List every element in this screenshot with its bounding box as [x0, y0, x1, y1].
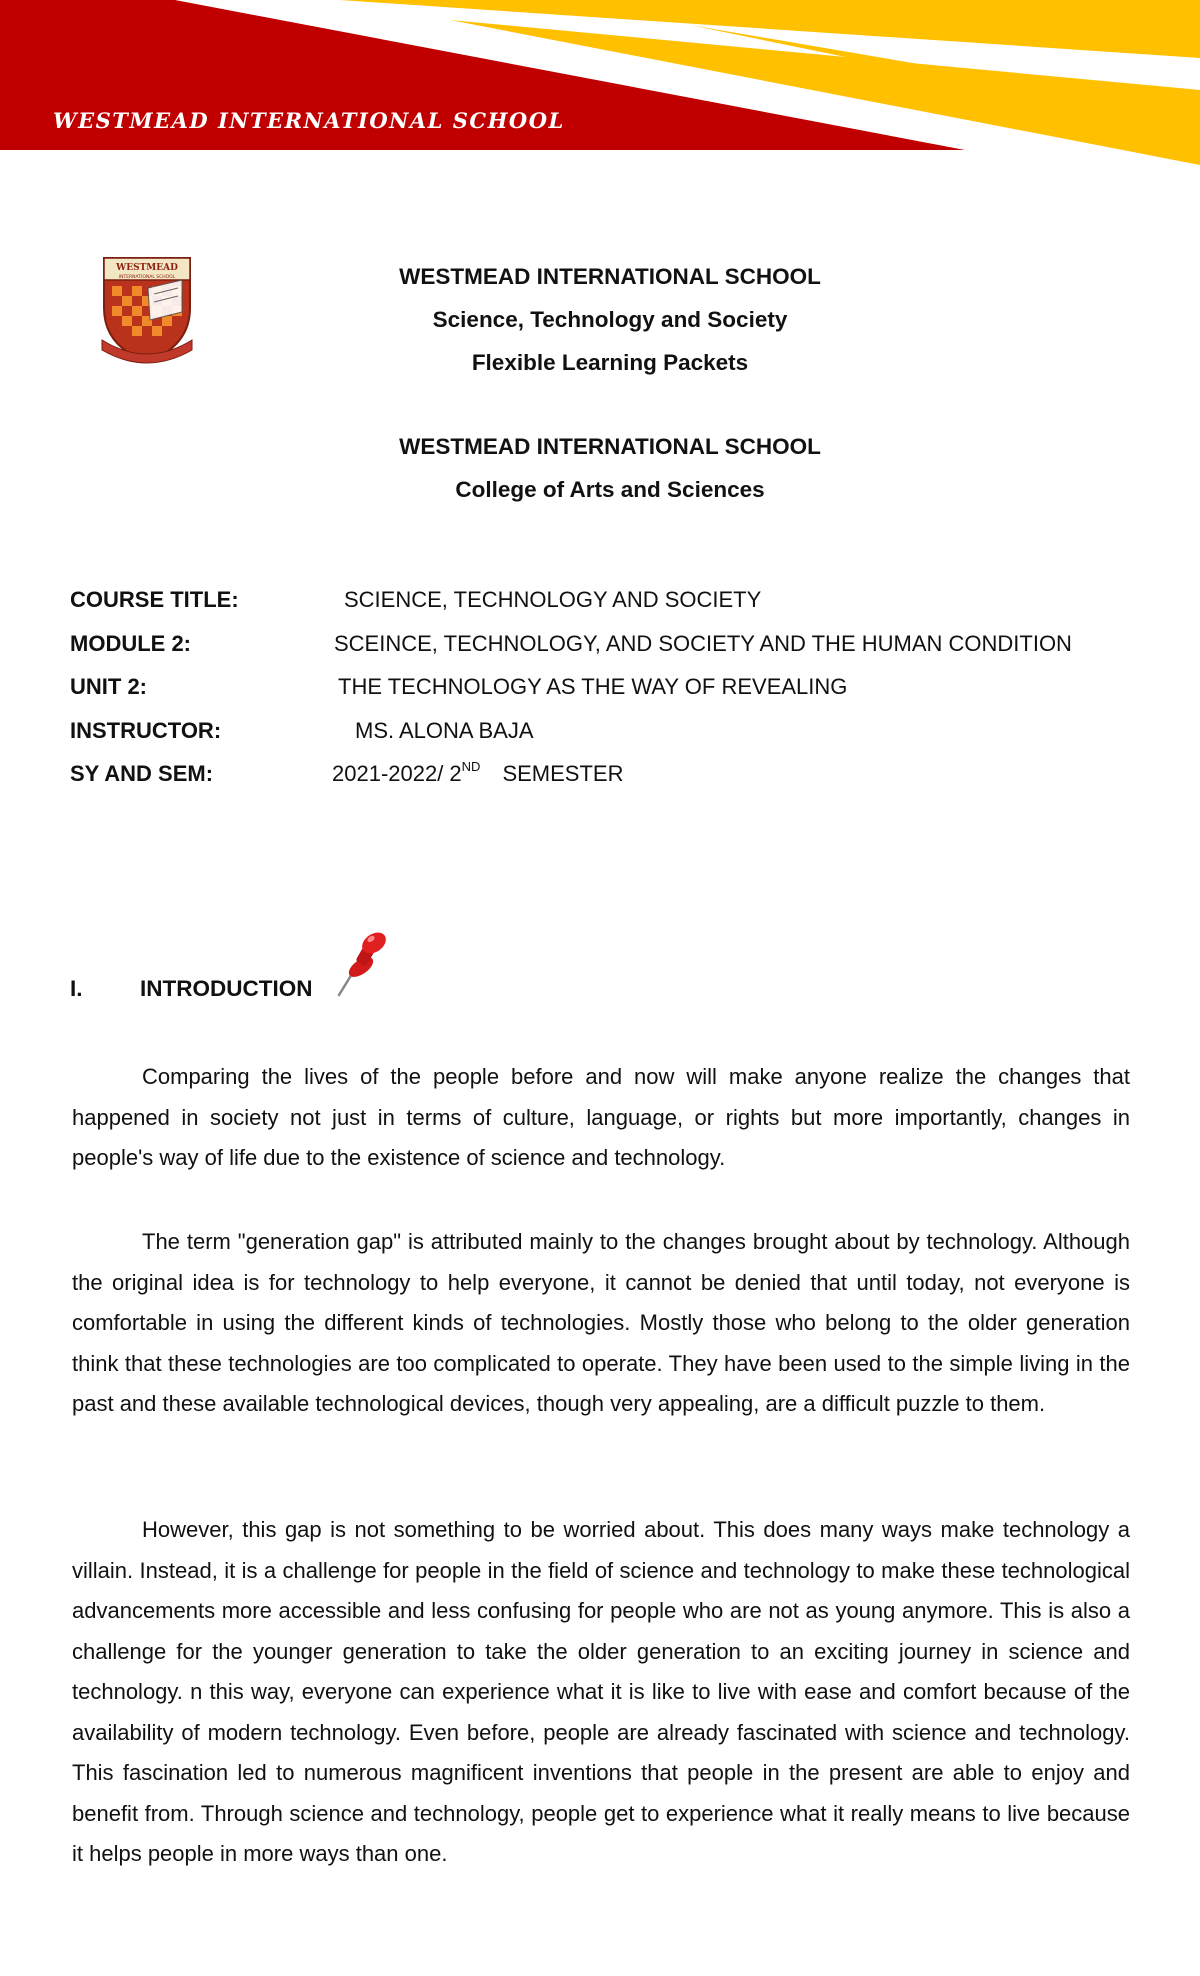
course-title-label: COURSE TITLE: — [70, 587, 239, 612]
instructor-value: MS. ALONA BAJA — [355, 717, 534, 743]
sy-ordinal: ND — [461, 759, 481, 774]
header-course-name: Science, Technology and Society — [432, 307, 788, 332]
section-number: I. — [70, 976, 83, 1001]
pushpin-icon — [325, 925, 395, 1003]
document-header — [0, 255, 1200, 384]
section-heading — [70, 976, 313, 1002]
header-banner — [0, 0, 1200, 170]
unit-label: UNIT 2: — [70, 674, 147, 699]
unit-value: THE TECHNOLOGY AS THE WAY OF REVEALING — [338, 674, 848, 699]
sy-sem-label: SY AND SEM: — [70, 761, 214, 786]
header-college-name: College of Arts and Sciences — [455, 477, 765, 502]
intro-paragraph-1: Comparing the lives of the people before and now will make anyone realize the changes that happened in society not just in terms of culture, language, or rights but more importantly, changes in people's way of life due to the existence of science and technology. — [72, 1064, 1130, 1170]
college-header — [0, 425, 1200, 511]
section-title: INTRODUCTION — [140, 976, 313, 1001]
banner-school-name: WESTMEAD INTERNATIONAL SCHOOL — [53, 108, 565, 133]
intro-paragraph-3: However, this gap is not something to be worried about. This does many ways make technology a villain. Instead, it is a challenge for people in the field of science and technology to make these technological advancements more accessible and less confusing for people who are not as young anymore. This is also a challenge for the younger generation to take the older generation to an exciting journey in science and technology. n this way, everyone can experience what it is like to live with ease and comfort because of the availability of modern technology. Even before, people are already fascinated with science and technology. This fascination led to numerous magnificent inventions that people in the present are able to enjoy and benefit from. Through science and technology, people get to experience what it really means to live because it helps people in more ways than one. — [72, 1517, 1130, 1866]
header-school-name-2: WESTMEAD INTERNATIONAL SCHOOL — [399, 434, 821, 459]
banner-graphic — [0, 0, 1200, 170]
sy-semester: SEMESTER — [502, 761, 624, 786]
course-title-value: SCIENCE, TECHNOLOGY AND SOCIETY — [344, 587, 762, 612]
sy-year: 2021-2022/ 2 — [332, 761, 462, 786]
instructor-label: INSTRUCTOR: — [70, 717, 222, 743]
intro-paragraph-2: The term "generation gap" is attributed mainly to the changes brought about by technology. Although the original idea is for technology to help everyone, it cannot be denied that until today, not everyone is comfortable in using the different kinds of technologies. Mostly those who belong to the older generation think that these technologies are too complicated to operate. They have been used to the simple living in the past and these available technological devices, though very appealing, are a difficult puzzle to them. — [72, 1229, 1130, 1416]
svg-text:INTERNATIONAL SCHOOL: INTERNATIONAL SCHOOL — [118, 275, 176, 280]
module-value: SCEINCE, TECHNOLOGY, AND SOCIETY AND THE HUMAN CONDITION — [334, 630, 1072, 656]
crest-text: WESTMEAD — [116, 263, 178, 273]
sy-sem-value — [332, 752, 623, 799]
header-packet-title: Flexible Learning Packets — [471, 350, 749, 375]
header-school-name: WESTMEAD INTERNATIONAL SCHOOL — [399, 264, 821, 289]
module-label: MODULE 2: — [70, 630, 191, 656]
